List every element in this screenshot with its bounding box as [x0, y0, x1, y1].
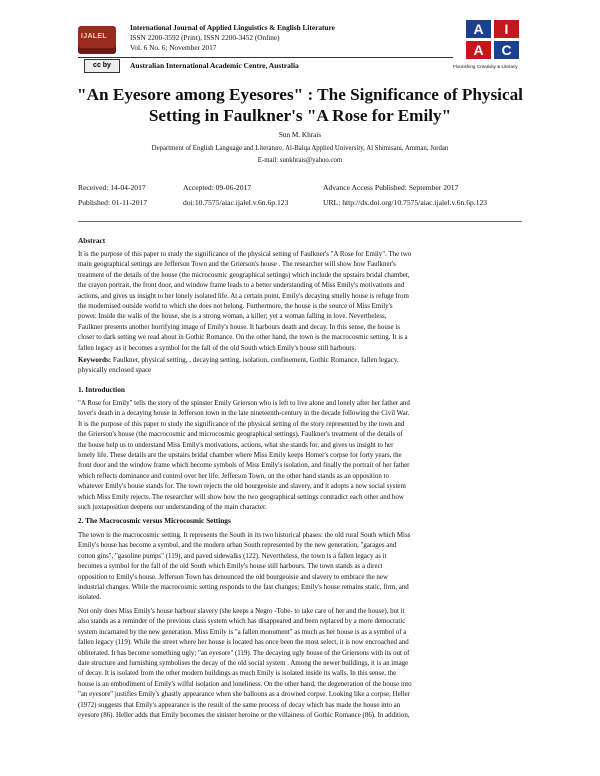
abstract-line: fallen legacy as it becomes a symbol for the fall of the old South which Emily's house still harbours.: [78, 343, 357, 352]
aiac-letter-a2: A: [466, 41, 491, 59]
author-email[interactable]: E-mail: sunkhrais@yahoo.com: [257, 157, 343, 164]
aiac-logo: [466, 20, 520, 60]
section2-line: industrial changes. While the macrocosmic setting responds to the fast changes; Emily's house remains static, firm, and: [78, 583, 409, 592]
cc-license-badge[interactable]: cc by: [84, 59, 120, 73]
abstract-line: closer to dark setting we read about in Gothic Romance. On the other hand, the town is the macrocosmic setting. It is a: [78, 333, 408, 342]
date-received: Received: 14-04-2017: [78, 183, 146, 192]
aiac-letter-i: I: [494, 20, 519, 38]
section2-line: of decay. It is isolated from the other modern buildings as much Emily is isolated inside its walls. In this sense, the: [78, 669, 397, 678]
section2-line: "an eyesore" justifies Emily's ghastly appearance when she balloons as a drowned corpse. Looking like a corpse, Heller: [78, 690, 410, 699]
journal-title: International Journal of Applied Linguistics & English Literature: [130, 23, 335, 32]
section2-line: also stands as a reminder of the previous class system which has disappeared and been replaced by a more democratic: [78, 617, 406, 626]
section1-line: whatever Emily's house stands for. The town rejects the old bourgeoisie and slavery, and it adopts a new social system: [78, 482, 406, 491]
date-advance: Advance Access Published: September 2017: [323, 183, 459, 192]
section2-paragraph2: [78, 606, 522, 720]
abstract-heading: Abstract: [78, 236, 106, 245]
doi-link[interactable]: doi:10.7575/aiac.ijalel.v.6n.6p.123: [183, 198, 289, 207]
date-published: Published: 01-11-2017: [78, 198, 148, 207]
keywords: [78, 355, 522, 376]
section2-line: eyesore (86). Heller adds that Emily becomes the sinister heroine or the villainess of Gothic Romance (86). In addition,: [78, 711, 410, 720]
section2-paragraph1: [78, 530, 522, 603]
publisher-name: Australian International Academic Centre, Australia: [130, 61, 299, 70]
section1-line: such juxtaposition deepens our understanding of the main character.: [78, 503, 267, 512]
aiac-tagline: Flourishing Creativity & Literacy: [453, 64, 518, 69]
section1-line: the Grierson's house (the macrocosmic and microcosmic geographical settings). Faulkner's treatment of the details of: [78, 430, 403, 439]
keywords-list: Faulkner, physical setting, , decaying setting, isolation, confinement, Gothic Romance, fallen legacy,: [112, 356, 399, 364]
journal-logo: [78, 26, 116, 54]
abstract-line: actions, and gives us insight to her lonely isolated life. At a certain point, Emily's decaying smelly house is refuge from: [78, 291, 409, 300]
section1-line: the house help us to understand Miss Emily's motivations, actions, what she stands for, and gives us insight to her: [78, 440, 394, 449]
section2-line: Emily's house has become a symbol, and the modern urban South represented by the new generation, "garages and: [78, 541, 397, 550]
abstract-body: [78, 249, 522, 353]
section2-line: house is an embodiment of Emily's wilful isolation and loneliness. On the other hand, the degeneration of the house into: [78, 679, 412, 688]
section1-line: which Miss Emily rejects. The researcher will show how the two geographical settings contradict each other and how: [78, 492, 404, 501]
url-link[interactable]: URL: http://dx.doi.org/10.7575/aiac.ijalel.v.6n.6p.123: [323, 198, 488, 207]
section1-line: front door and the window frame which become symbols of Miss Emily's isolation, and finally the portrait of her father: [78, 461, 410, 470]
author-affiliation: Department of English Language and Literature, Al-Balqa Applied University, Al Shimisani, Amman, Jordan: [151, 145, 449, 152]
section2-heading: 2. The Macrocosmic versus Microcosmic Settings: [78, 516, 231, 525]
abstract-line: Faulkner presents another horrifying image of Emily's house. It harbours death and decay. In this sense, the house is: [78, 322, 400, 331]
header-divider: [78, 57, 453, 58]
abstract-line: main geographical settings are Jefferson Town and the Grierson's house . The researcher will show how Faulkner's: [78, 260, 396, 269]
author-name: Sun M. Khrais: [278, 131, 322, 139]
paper-title: [60, 84, 540, 126]
date-accepted: Accepted: 09-06-2017: [183, 183, 252, 192]
section1-line: lover's death in a decaying house in Jefferson town in the late nineteenth-century in the decade following the Civil War.: [78, 409, 410, 418]
abstract-line: power. Inside the walls of the house, she is a strong woman, a killer; yet a woman falling in love. Nevertheless,: [78, 312, 387, 321]
abstract-line: the crayon portrait, the front door, and window frame leads to a better understanding of Miss Emily's motivations and: [78, 281, 405, 290]
abstract-line: treatment of the details of the house (the microcosmic geographical settings) which include the upstairs bridal chamber,: [78, 270, 410, 279]
section2-line: The town is the macrocosmic setting. It represents the South in its two historical phases: the old rural South which Miss: [78, 531, 411, 539]
section-divider: [78, 221, 522, 222]
section1-heading: 1. Introduction: [78, 385, 125, 394]
aiac-letter-a1: A: [466, 20, 491, 38]
section2-line: date structure and furnishing symbolises the decay of the old social system . Among the newer buildings, it is an image: [78, 659, 409, 668]
section1-body: [78, 398, 522, 512]
section2-line: obliterated. It has become something ugly; "an eyesore" (119). The decaying ugly house of the Griersons with its out of: [78, 648, 410, 657]
section2-line: system incarnated by the new generation. Miss Emily is "a fallen monument" as much as her house is as a symbol of a: [78, 627, 407, 636]
paper-title-line1: "An Eyesore among Eyesores" : The Significance of Physical: [77, 85, 523, 104]
journal-issn: ISSN 2200-3592 (Print), ISSN 2200-3452 (Online): [130, 33, 280, 42]
abstract-line: the modernised outside world to which she does not belong. Furthermore, the house is the source of Miss Emily's: [78, 302, 393, 311]
abstract-line: It is the purpose of this paper to study the significance of the physical setting of Faulkner's "A Rose for Emily". The two: [78, 250, 412, 258]
section2-line: Not only does Miss Emily's house harbour slavery (she keeps a Negro -Tobe- to take care of her and the house), but it: [78, 607, 405, 615]
keywords-label: Keywords:: [78, 356, 112, 364]
section1-line: which reflects dominance and control over her life. Jefferson Town, on the other hand stands as an opposition to: [78, 471, 389, 480]
section2-line: becomes a symbol for the fall of the old South which Emily's house still harbours. The town stands as a direct: [78, 562, 383, 571]
aiac-letter-c: C: [494, 41, 519, 59]
paper-title-line2: Setting in Faulkner's "A Rose for Emily": [148, 106, 452, 125]
section2-line: fallen legacy (119). While the street where her house is located has once been the most select, it is now encroached and: [78, 638, 409, 647]
section1-line: lonely life. These details are the upstairs bridal chamber where Miss Emily keeps Homer's corpse for forty years, the: [78, 451, 402, 460]
section2-line: opposition to Emily's house. Jefferson Town has denounced the old bourgeoisie and slavery to embrace the new: [78, 572, 388, 581]
journal-volume: Vol. 6 No. 6; November 2017: [130, 43, 217, 52]
journal-logo-text: IJALEL: [81, 33, 107, 40]
section1-line: It is the purpose of this paper to study the significance of the physical setting of the story represented by the town and: [78, 419, 405, 428]
section1-line: "A Rose for Emily" tells the story of the spinster Emily Grierson who is left to live alone and lonely after her father and: [78, 399, 410, 407]
section2-line: (1972) suggests that Emily's appearance is the result of the same process of decay which has made the house into an: [78, 700, 401, 709]
section2-line: isolated.: [78, 593, 102, 602]
section2-line: cotton gins", "gasoline pumps" (119), and paved sidewalks (122). Nevertheless, the town is a fallen legacy as it: [78, 551, 387, 560]
keywords-list-cont: physically enclosed space: [78, 366, 152, 375]
